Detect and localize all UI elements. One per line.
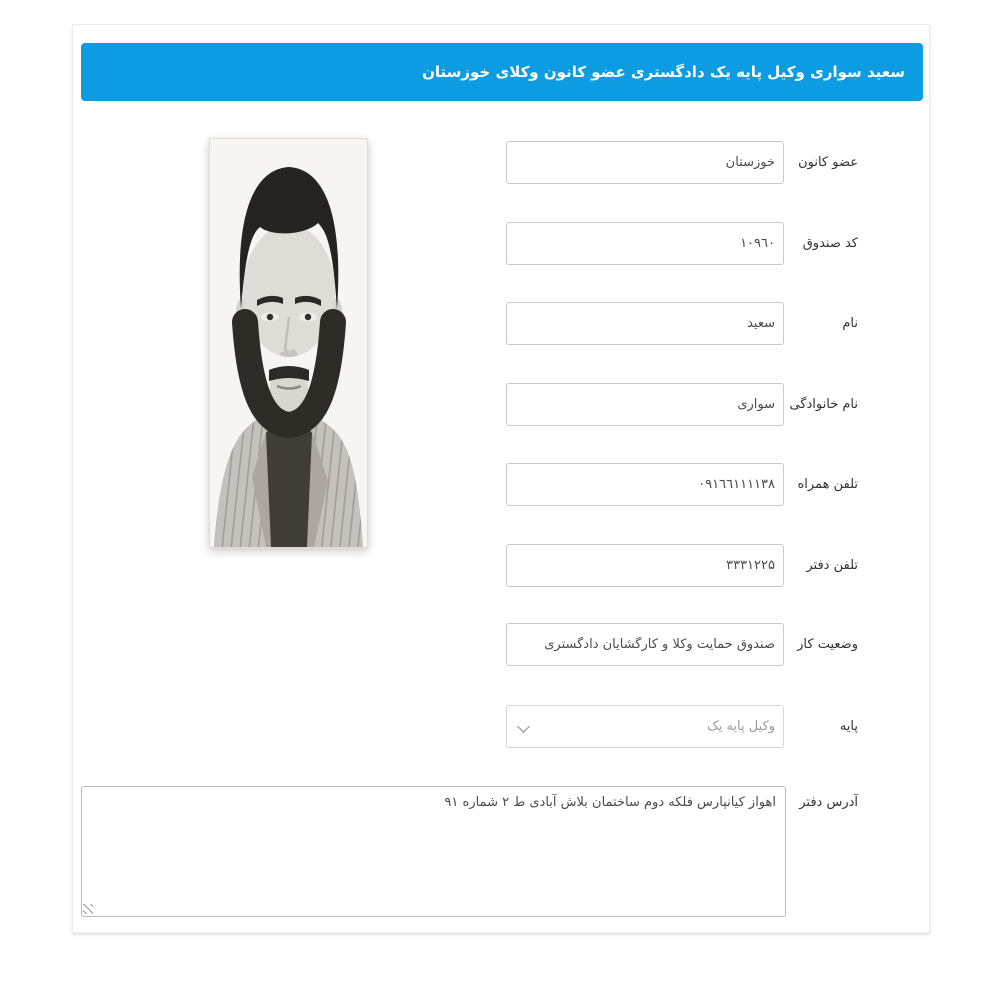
grade-select[interactable] bbox=[506, 705, 784, 748]
work-status-label: وضعیت کار bbox=[797, 637, 858, 652]
form-row bbox=[73, 705, 931, 748]
form-row bbox=[73, 463, 931, 506]
fund-code-label: کد صندوق bbox=[802, 236, 858, 251]
profile-card bbox=[72, 24, 930, 933]
member-association-input[interactable] bbox=[506, 141, 784, 184]
form-row bbox=[73, 383, 931, 426]
form-row bbox=[73, 623, 931, 666]
mobile-phone-input[interactable] bbox=[506, 463, 784, 506]
work-status-input[interactable] bbox=[506, 623, 784, 666]
form-row bbox=[73, 141, 931, 184]
last-name-label: نام خانوادگی bbox=[789, 397, 858, 412]
form-row bbox=[73, 222, 931, 265]
grade-label: پایه bbox=[839, 719, 858, 734]
member-association-label: عضو کانون bbox=[798, 155, 858, 170]
office-address-label: آدرس دفتر bbox=[799, 795, 858, 810]
first-name-input[interactable] bbox=[506, 302, 784, 345]
mobile-phone-label: تلفن همراه bbox=[797, 477, 858, 492]
office-phone-input[interactable] bbox=[506, 544, 784, 587]
office-phone-label: تلفن دفتر bbox=[806, 558, 858, 573]
chevron-down-icon bbox=[517, 720, 530, 733]
page-title: سعید سواری وکیل پایه یک دادگستری عضو کانون وکلای خوزستان bbox=[81, 43, 923, 101]
office-address-textarea[interactable] bbox=[81, 786, 786, 917]
grade-select-value: وکیل پایه یک bbox=[707, 719, 775, 734]
first-name-label: نام bbox=[842, 316, 858, 331]
fund-code-input[interactable] bbox=[506, 222, 784, 265]
last-name-input[interactable] bbox=[506, 383, 784, 426]
form-row bbox=[73, 544, 931, 587]
form-row bbox=[73, 302, 931, 345]
form-row bbox=[73, 786, 931, 926]
